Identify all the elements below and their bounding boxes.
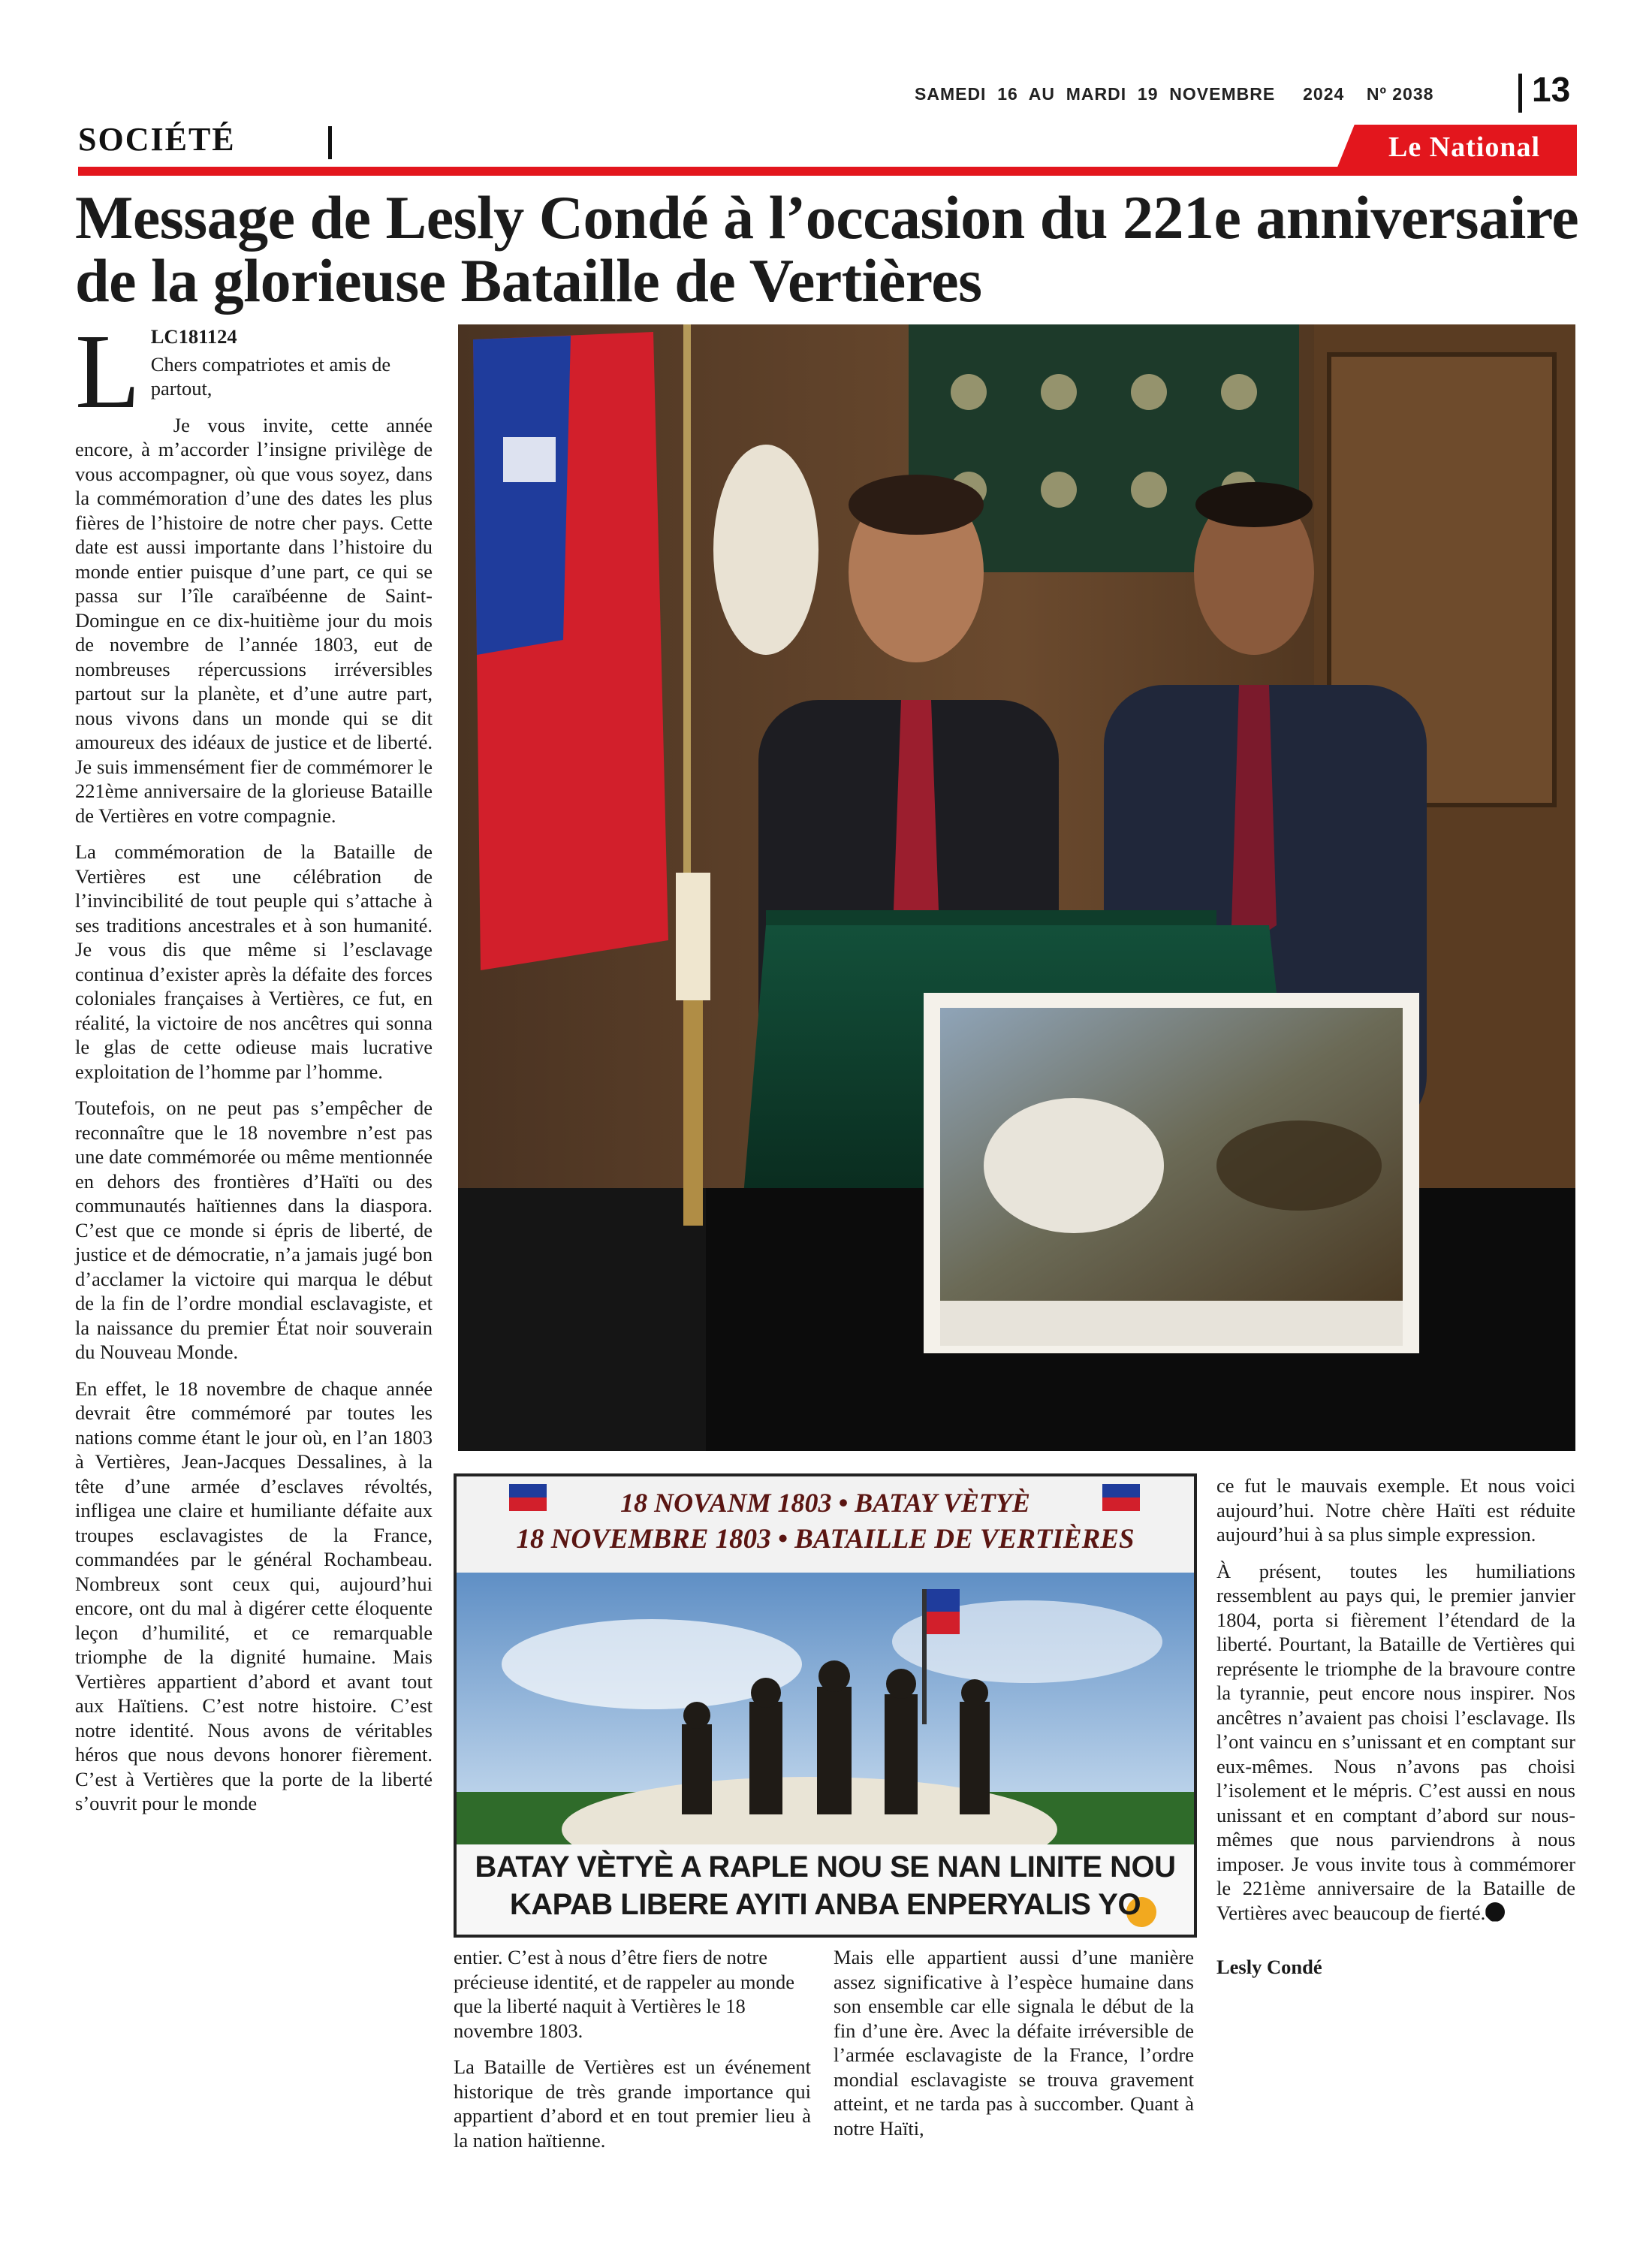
paragraph-mauvais-exemple: ce fut le mauvais exemple. Et nous voici aujourd’hui. Notre chère Haïti est réduite aujourd’hui à sa plus simple expression. [1216,1474,1575,1546]
article-column-4 [1216,1473,1575,1980]
poster-slogan-line-2: KAPAB LIBERE AYITI ANBA ENPERYALIS YO [509,1888,1141,1921]
article-column-2 [454,1945,811,2164]
article-column-3 [834,1945,1194,2152]
reference-code: LC181124 [150,325,237,348]
poster-slogan-line-1: BATAY VÈTYÈ A RAPLE NOU SE NAN LINITE NOU [475,1850,1176,1884]
issue-date-line: SAMEDI 16 AU MARDI 19 NOVEMBRE 2024 Nº 2038 [915,84,1434,104]
paragraph-en-effet: En effet, le 18 novembre de chaque année devrait être commémoré par toutes les nations comme étant le jour où, en l’an 1803 à Vertières, Jean-Jacques Dessalines, à la tête d’une armée d’esclaves révoltés, infligea une claire et humiliante défaite aux troupes esclavagistes de la France, commandées par le général Rochambeau. Nombreux sont ceux qui, aujourd’hui encore, ont du mal à digérer cette éloquente leçon d’humilité, et ce remarquable triomphe de la dignité humaine. Mais Vertières appartient d’abord et avant tout aux Haïtiens. C’est notre histoire. C’est notre identité. Nous avons de véritables héros que nous devons honorer fièrement. C’est à Vertières que la porte de la liberté s’ouvrit pour le monde [75,1377,433,1814]
article-column-1 [75,312,433,1828]
author-signature: Lesly Condé [1216,1956,1322,1978]
section-title: SOCIÉTÉ [78,121,236,158]
paragraph-a-present: À présent, toutes les humiliations ressemblent au pays qui, le premier janvier 1804, porta si fièrement l’étendard de la liberté. Pourtant, la Bataille de Vertières qui représente le triomphe de la bravoure contre la tyrannie, peut encore nous inspirer. Nos ancêtres n’avaient pas choisi l’esclavage. Ils l’ont vaincu en s’unissant et en comptant sur eux-mêmes. Nous n’avons pas choisi l’isolement et le mépris. C’est aussi en nous unissant et en comptant d’abord sur nous-mêmes que nous parviendrons à nous imposer. Je vous invite tous à commémorer le 221ème anniversaire de la Bataille de Vertières avec beaucoup de fierté. [1216,1559,1575,1924]
header-rule [78,167,1577,176]
paragraph-toutefois: Toutefois, on ne peut pas s’empêcher de reconnaître que le 18 novembre n’est pas une date commémorée ou même mentionnée en dehors des frontières d’Haïti ou des communautés haïtiennes dans la diaspora. C’est que ce monde si épris de liberté, de justice et de démocratie, n’a jamais jugé bon d’acclamer la victoire qui marqua le début de la fin de l’ordre mondial esclavagiste, et la naissance du premier État noir souverain du Nouveau Monde. [75,1096,433,1363]
page-number-divider [1518,74,1522,113]
drop-cap: L [75,312,140,430]
paragraph-salutation: Chers compatriotes et amis de partout, [150,352,391,400]
paragraph-evenement: La Bataille de Vertières est un événement historique de très grande importance qui appartient d’abord et en tout premier lieu à la nation haïtienne. [454,2055,811,2152]
page-number: 13 [1532,70,1571,109]
section-divider [328,126,332,159]
vertieres-poster [454,1473,1197,1938]
end-of-article-icon [1485,1902,1505,1922]
newspaper-brand: Le National [1388,131,1541,163]
paragraph-intro: Je vous invite, cette année encore, à m’accorder l’insigne privilège de vous accompagner, où que vous soyez, dans la commémoration d’une des dates les plus fières de l’histoire de notre cher pays. Cette date est aussi importante dans l’histoire du monde entier puisque d’une part, ce qui se passa sur l’île caraïbéenne de Saint-Domingue en ce dix-huitième jour du mois de novembre de l’année 1803, eut de nombreuses répercussions irréversibles partout sur la planète, et d’une autre part, nous vivons dans un monde qui se dit amoureux des idéaux de justice et de liberté. Je suis immensément fier de commémorer le 221ème anniversaire de la glorieuse Bataille de Vertières en votre compagnie. [75,413,433,827]
paragraph-entier: entier. C’est à nous d’être fiers de notre précieuse identité, et de rappeler au monde que la liberté naquit à Vertières le 18 novembre 1803. [454,1946,794,2042]
paragraph-espece-humaine: Mais elle appartient aussi d’une manière assez significative à l’espèce humaine dans son ensemble car elle signala le début de la fin d’une ère. Avec la défaite irréversible de l’armée esclavagiste de la France, l’ordre mondial esclavagiste se trouva gravement atteint, et ne tarda pas à succomber. Quant à notre Haïti, [834,1946,1194,2140]
poster-title-kreyol: 18 NOVANM 1803 • BATAY VÈTYÈ [620,1488,1030,1518]
poster-title-french: 18 NOVEMBRE 1803 • BATAILLE DE VERTIÈRES [516,1524,1135,1555]
paragraph-commemoration: La commémoration de la Bataille de Vertières est une célébration de l’invincibilité de tout peuple qui s’attache à ses traditions ancestrales et à son humanité. Je vous dis que même si l’esclavage continua d’exister après la défaite des forces coloniales françaises à Vertières, ce fut, en réalité, la victoire de nos ancêtres qui sonna le glas de cette odieuse mais lucrative exploitation de l’homme par l’homme. [75,840,433,1083]
ceremony-photo-illustration [458,324,1575,1451]
article-headline: Message de Lesly Condé à l’occasion du 221e anniversaire de la glorieuse Bataille de Vertières [75,183,1579,315]
ceremony-photo [458,324,1575,1451]
